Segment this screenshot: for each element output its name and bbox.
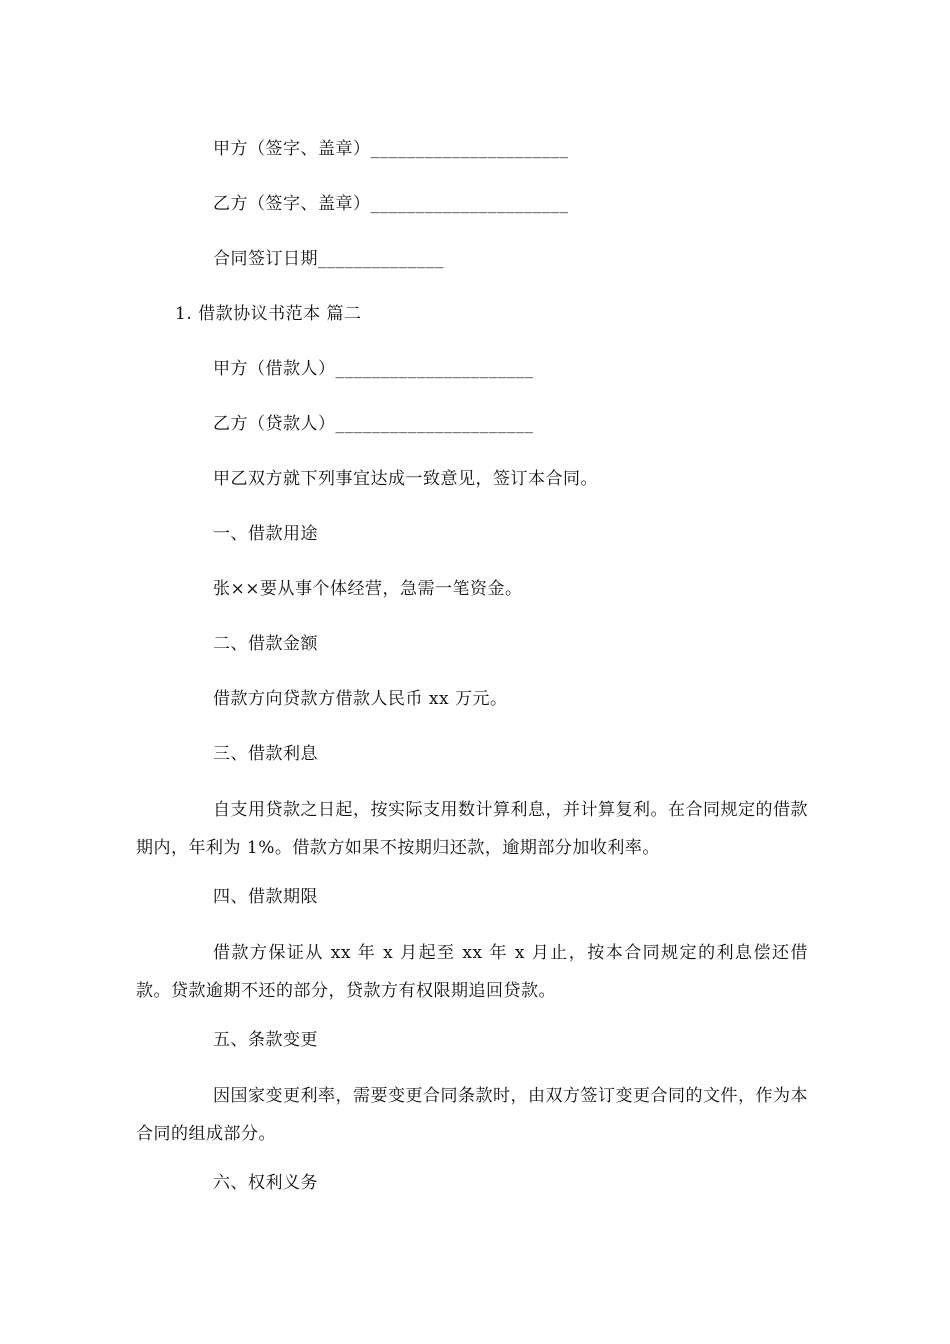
clause-heading-interest: 三、借款利息 bbox=[213, 744, 318, 764]
borrower-line: 甲方（借款人）______________________ bbox=[213, 359, 534, 379]
clause-body-changes: 因国家变更利率，需要变更合同条款时，由双方签订变更合同的文件，作为本合同的组成部分。 bbox=[136, 1086, 808, 1144]
clause-body-interest: 自支用贷款之日起，按实际支用数计算利息，并计算复利。在合同规定的借款期内，年利为 1%。借款方如果不按期归还款，逾期部分加收利率。 bbox=[136, 800, 808, 858]
clause-heading-purpose: 一、借款用途 bbox=[213, 524, 318, 544]
clause-body-purpose: 张××要从事个体经营，急需一笔资金。 bbox=[213, 579, 523, 599]
clause-heading-term: 四、借款期限 bbox=[213, 887, 318, 907]
sign-date-line: 合同签订日期______________ bbox=[213, 249, 444, 269]
clause-heading-changes: 五、条款变更 bbox=[213, 1030, 318, 1050]
clause-heading-amount: 二、借款金额 bbox=[213, 634, 318, 654]
lender-line: 乙方（贷款人）______________________ bbox=[213, 414, 534, 434]
party-a-signature-line: 甲方（签字、盖章）______________________ bbox=[213, 139, 569, 159]
clause-body-term: 借款方保证从 xx 年 x 月起至 xx 年 x 月止，按本合同规定的利息偿还借款。贷款逾期不还的部分，贷款方有权限期追回贷款。 bbox=[136, 943, 808, 1001]
clause-heading-rights: 六、权利义务 bbox=[213, 1173, 318, 1193]
intro-paragraph: 甲乙双方就下列事宜达成一致意见，签订本合同。 bbox=[213, 469, 598, 489]
party-b-signature-line: 乙方（签字、盖章）______________________ bbox=[213, 194, 569, 214]
clause-body-amount: 借款方向贷款方借款人民币 xx 万元。 bbox=[213, 689, 508, 709]
section-title: 1. 借款协议书范本 篇二 bbox=[175, 304, 362, 324]
